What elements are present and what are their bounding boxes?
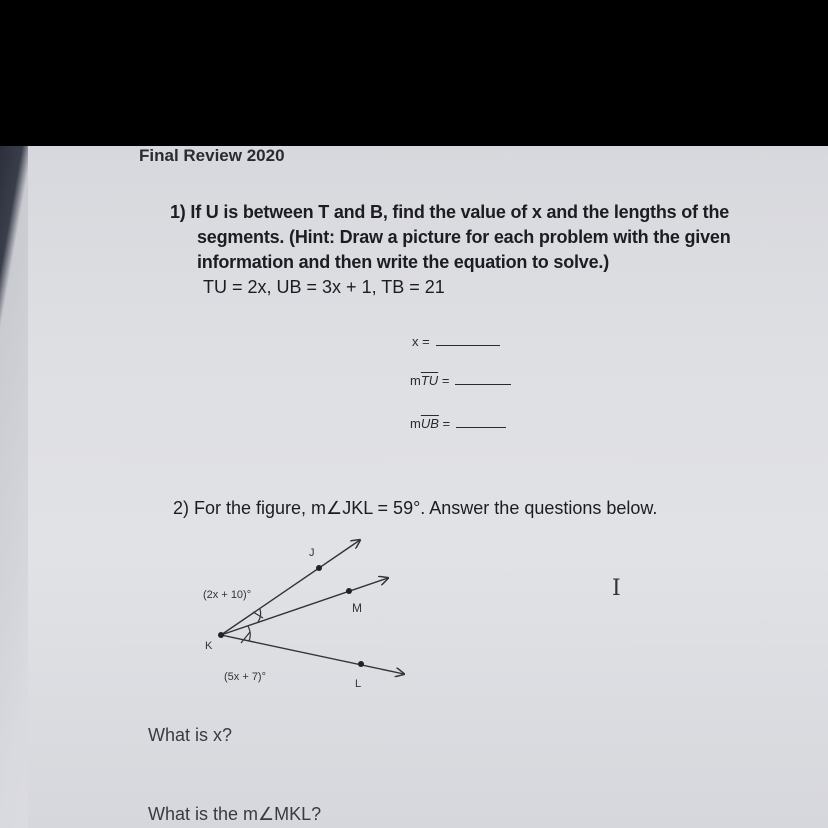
answer-tu-segment: $\overline{TU}$ [420,373,439,388]
question1-line1: 1) If U is between T and B, find the value of x and the lengths of the [170,202,730,222]
angle-figure [0,146,828,828]
question1-given: TU = 2x, UB = 3x + 1, TB = 21 [203,277,445,297]
angle-tick-upper [253,612,263,618]
point-j [316,565,322,571]
answer-x-label: x = [412,334,430,349]
page-title: Final Review 2020 [139,146,285,165]
angle-label-lower: (5x + 7)° [224,671,266,683]
answer-ub-prefix: m [410,416,421,431]
angle-label-upper: (2x + 10)° [203,589,252,601]
label-m: M [352,601,362,615]
point-l [358,661,364,667]
answer-ub-suffix: = [442,416,451,431]
question2-ask-x: What is x? [148,725,233,745]
ray-kl [221,635,404,674]
label-k: K [205,640,213,652]
photo-of-worksheet [0,146,828,828]
label-l: L [355,678,362,690]
answer-tu-prefix: m [410,373,421,388]
question2-prompt: 2) For the figure, m∠JKL = 59°. Answer the questions below. [173,498,658,518]
label-j: J [309,547,315,559]
question1-line3: information and then write the equation to solve.) [197,252,610,272]
answer-tu-suffix: = [441,373,450,388]
ray-km [221,578,388,635]
answer-ub-segment: $\overline{UB}$ [420,416,439,431]
text-cursor-icon: I [612,576,621,601]
point-k [218,632,224,638]
question1-line2: segments. (Hint: Draw a picture for each problem with the given [197,227,731,247]
question2-ask-mkl: What is the m∠MKL? [148,804,322,824]
point-m [346,588,352,594]
ray-kj [221,540,360,635]
